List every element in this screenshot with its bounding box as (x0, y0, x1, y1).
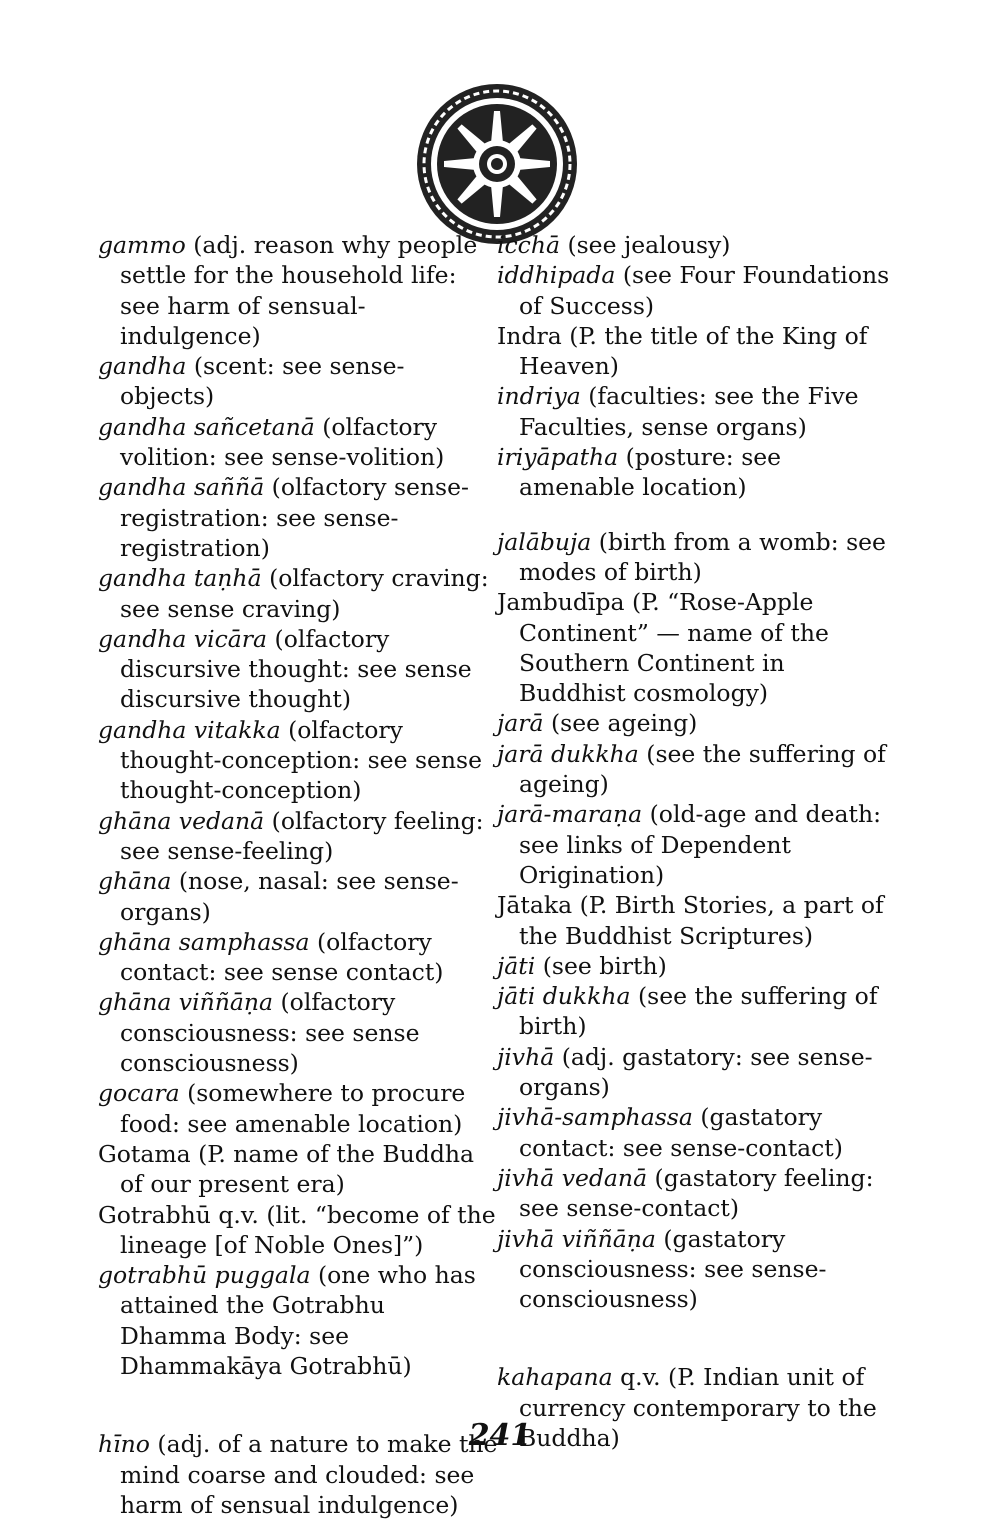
entry-definition: (old-age and death: see links of Dependent Origination) (519, 800, 882, 889)
entry-term: gandha taṇhā (98, 564, 262, 593)
glossary-entry (497, 951, 895, 981)
entry-term: hīno (98, 1430, 150, 1459)
glossary-entry (497, 708, 895, 738)
entry-term: ghāna viññāṇa (98, 988, 274, 1017)
entry-term: indriya (497, 382, 581, 411)
entry-definition: (gastatory feeling: see sense-contact) (519, 1163, 874, 1223)
entry-term: Gotama (98, 1139, 191, 1168)
glossary-entry (98, 806, 498, 867)
glossary-entry (98, 1078, 498, 1139)
entry-definition: (adj. reason why people settle for the household life: see harm of sensual-indulgence) (120, 231, 478, 350)
glossary-entry (497, 1163, 895, 1224)
entry-definition: (olfactory sense-registration: see sense-registration) (120, 473, 469, 562)
glossary-entry (497, 260, 895, 321)
glossary-entry (497, 321, 895, 382)
entry-term: jivhā (497, 1042, 555, 1071)
entry-definition: (olfactory contact: see sense contact) (120, 927, 444, 987)
entry-term: jalābuja (497, 527, 592, 556)
glossary-entry (497, 1102, 895, 1163)
entry-definition: (olfactory thought-conception: see sense thought-conception) (120, 715, 483, 805)
entry-definition: (scent: see sense-objects) (120, 352, 405, 411)
glossary-entry (497, 890, 895, 951)
entry-term: gandha sañcetanā (98, 412, 315, 441)
entry-term: ghāna samphassa (98, 927, 310, 956)
entry-definition: (posture: see amenable location) (519, 443, 782, 502)
entry-term: gotrabhū puggala (98, 1261, 311, 1290)
glossary-entry (98, 624, 498, 715)
entry-term: kahapana (497, 1363, 613, 1392)
entry-definition: (olfactory discursive thought: see sense discursive thought) (120, 624, 472, 714)
entry-definition: (faculties: see the Five Faculties, sense organs) (519, 382, 859, 441)
glossary-entry (98, 927, 498, 988)
entry-definition: (olfactory craving: see sense craving) (120, 564, 489, 623)
entry-term: gandha (98, 352, 187, 381)
entry-term: jivhā viññāṇa (497, 1224, 656, 1253)
dharma-wheel-icon (414, 81, 580, 247)
glossary-entry (497, 381, 895, 442)
entry-term: jāti (497, 951, 536, 980)
entry-term: jivhā vedanā (497, 1163, 648, 1192)
entry-term: jivhā-samphassa (497, 1103, 693, 1132)
glossary-entry (497, 981, 895, 1042)
entry-definition: (olfactory consciousness: see sense consciousness) (120, 988, 420, 1078)
entry-term: gandha saññā (98, 473, 265, 502)
entry-term: ghāna vedanā (98, 806, 265, 835)
entry-term: gocara (98, 1079, 180, 1108)
entry-definition: (olfactory volition: see sense-volition) (120, 412, 445, 472)
entry-term: Indra (497, 321, 562, 350)
glossary-entry (497, 587, 895, 708)
entry-term: Gotrabhū (98, 1200, 211, 1229)
glossary-entry (98, 715, 498, 806)
entry-definition: (P. name of the Buddha of our present era) (120, 1139, 475, 1199)
glossary-entry (98, 987, 498, 1078)
glossary-entry (497, 527, 895, 588)
entry-definition: (see ageing) (543, 709, 698, 738)
page-number: 241 (468, 1418, 532, 1453)
glossary-entry (98, 412, 498, 473)
glossary-entry (98, 230, 498, 351)
entry-term: jarā dukkha (497, 739, 639, 768)
glossary-entry (497, 1224, 895, 1315)
left-column (98, 230, 498, 1520)
entry-term: gandha vitakka (98, 715, 281, 744)
entry-term: icchā (497, 231, 560, 259)
glossary-entry (497, 230, 895, 260)
entry-definition: (birth from a womb: see modes of birth) (519, 527, 886, 586)
entry-definition: (see the suffering of birth) (519, 982, 878, 1041)
entry-term: jāti dukkha (497, 982, 631, 1011)
entry-definition: (see Four Foundations of Success) (519, 261, 890, 320)
entry-definition: (adj. gastatory: see sense-organs) (519, 1042, 873, 1102)
entry-definition: (olfactory feeling: see sense-feeling) (120, 806, 484, 865)
entry-term: iddhipada (497, 261, 616, 290)
entry-definition: (P. Birth Stories, a part of the Buddhist Scriptures) (519, 891, 884, 950)
glossary-entry (98, 563, 498, 624)
entry-definition: (P. “Rose-Apple Continent” — name of the Southern Continent in Buddhist cosmology) (519, 588, 829, 708)
entry-definition: (see the suffering of ageing) (519, 739, 886, 799)
entry-definition: (somewhere to procure food: see amenable location) (120, 1079, 466, 1138)
entry-definition: (one who has attained the Gotrabhu Dhamma Body: see Dhammakāya Gotrabhū) (120, 1261, 476, 1380)
glossary-entry (98, 1139, 498, 1200)
glossary-entry (98, 1200, 498, 1261)
glossary-entry (497, 799, 895, 890)
entry-definition: (see birth) (535, 951, 667, 980)
entry-definition: (see jealousy) (559, 231, 731, 259)
glossary-entry (98, 472, 498, 563)
entry-term: jarā (497, 709, 544, 738)
entry-definition: (gastatory contact: see sense-contact) (519, 1103, 843, 1162)
glossary-entry (497, 1042, 895, 1103)
entry-definition: q.v. (lit. “become of the lineage [of Noble Ones]”) (120, 1200, 496, 1259)
right-column (497, 230, 895, 1453)
entry-term: ghāna (98, 867, 172, 896)
entry-definition: (adj. of a nature to make the mind coarse and clouded: see harm of sensual indulgence) (120, 1430, 498, 1519)
entry-definition: (nose, nasal: see sense-organs) (120, 867, 459, 926)
glossary-entry (98, 351, 498, 412)
glossary-entry (497, 739, 895, 800)
entry-term: Jātaka (497, 891, 573, 920)
entry-term: Jambudīpa (497, 588, 625, 617)
entry-definition: q.v. (P. Indian unit of currency contemporary to the Buddha) (519, 1363, 877, 1452)
entry-definition: (gastatory consciousness: see sense-consciousness) (519, 1224, 827, 1314)
entry-term: jarā-maraṇa (497, 800, 643, 829)
entry-term: iriyāpatha (497, 443, 619, 472)
glossary-entry (98, 1260, 498, 1381)
entry-definition: (P. the title of the King of Heaven) (519, 321, 868, 381)
glossary-entry (98, 866, 498, 927)
entry-term: gandha vicāra (98, 624, 268, 653)
entry-term: gammo (98, 231, 186, 259)
glossary-entry (497, 442, 895, 503)
